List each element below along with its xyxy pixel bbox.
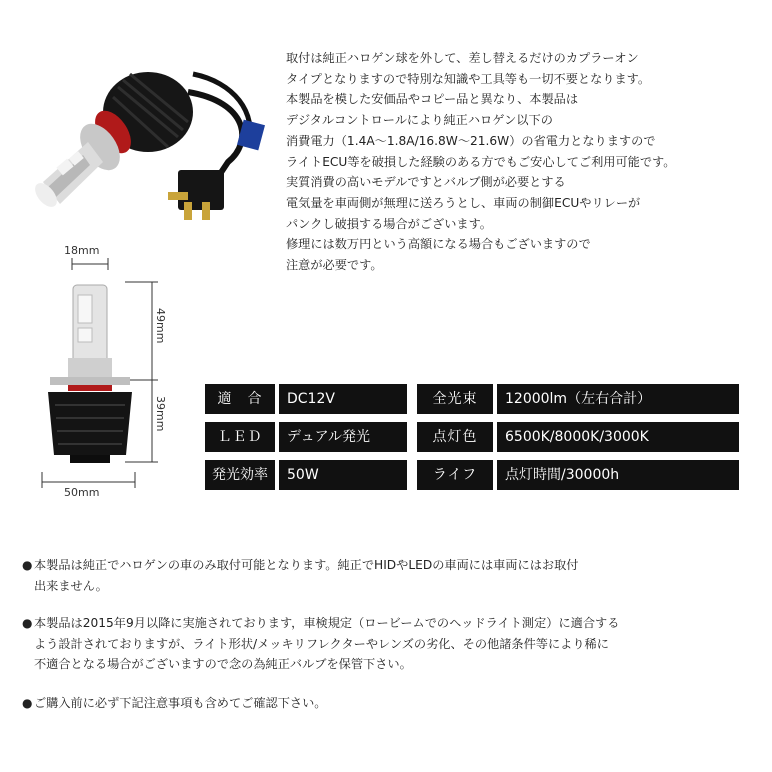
dim-width-bottom: 50mm [64, 486, 100, 499]
description-line: デジタルコントロールにより純正ハロゲン以下の [286, 113, 553, 128]
dim-height-upper: 49mm [154, 308, 167, 344]
bullet-icon: ● [22, 558, 33, 572]
spec-value: 6500K/8000K/3000K [497, 422, 739, 452]
bullet-icon: ● [22, 696, 33, 710]
spec-table [205, 384, 739, 491]
spec-label: 点灯色 [417, 422, 493, 452]
note-item [22, 693, 762, 714]
note-item [22, 555, 762, 596]
description-line: 実質消費の高いモデルですとバルブ側が必要とする [286, 175, 566, 190]
description-line: 電気量を車両側が無理に送ろうとし、車両の制御ECUやリレーが [286, 195, 641, 210]
dimension-diagram [30, 240, 190, 505]
spec-label: 全光束 [417, 384, 493, 414]
product-description [286, 48, 766, 276]
description-line: パンクし破損する場合がございます。 [286, 216, 492, 231]
description-line: タイプとなりますので特別な知識や工具等も一切不要となります。 [286, 71, 651, 86]
dim-height-lower: 39mm [154, 396, 167, 432]
spec-label: ライフ [417, 460, 493, 490]
spec-label: 適 合 [205, 384, 275, 414]
description-line: 取付は純正ハロゲン球を外して、差し替えるだけのカプラーオン [286, 51, 639, 65]
spec-value: デュアル発光 [279, 422, 407, 452]
note-text: 本製品は純正でハロゲンの車のみ取付可能となります。純正でHIDやLEDの車両には車両にはお取付 出来ません。 [34, 558, 579, 593]
spec-label: 発光効率 [205, 460, 275, 490]
note-item [22, 613, 762, 675]
note-text: ご購入前に必ず下記注意事項も含めてご確認下さい。 [34, 696, 327, 710]
spec-value: DC12V [279, 384, 407, 414]
description-line: 修理には数万円という高額になる場合もございますので [286, 237, 591, 252]
product-photo-top [18, 52, 280, 222]
description-line: 注意が必要です。 [286, 258, 383, 273]
spec-value: 50W [279, 460, 407, 490]
bullet-icon: ● [22, 616, 33, 630]
spec-value: 点灯時間/30000h [497, 460, 739, 490]
note-text: 本製品は2015年9月以降に実施されております，車検規定（ロービームでのヘッドライト測定）に適合する よう設計されておりますが、ライト形状/メッキリフレクターやレンズの劣化、その他諸条件等により稀に 不適合となる場合がございますので念の為純正バルブを保管下さい。 [34, 616, 620, 671]
description-line: 消費電力（1.4A～1.8A/16.8W～21.6W）の省電力となりますので [286, 133, 656, 148]
spec-label: ＬＥＤ [205, 422, 275, 452]
description-line: ライトECU等を破損した経験のある方でもご安心してご利用可能です。 [286, 154, 676, 169]
spec-value: 12000lm（左右合計） [497, 384, 739, 414]
description-line: 本製品を模した安価品やコピー品と異なり、本製品は [286, 92, 579, 107]
dim-width-top: 18mm [64, 244, 100, 257]
